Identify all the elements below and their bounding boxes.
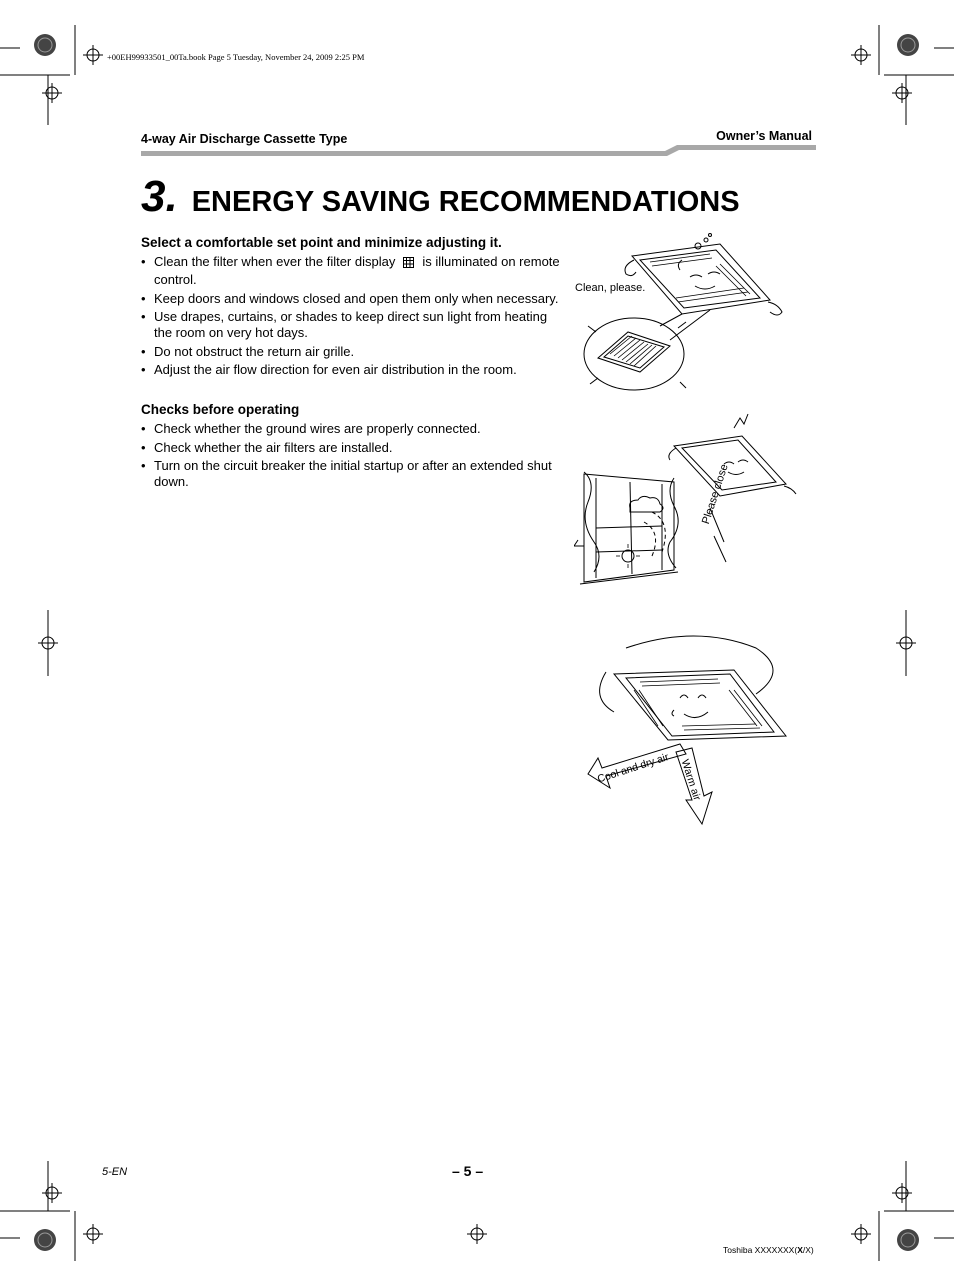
air-flow-illustration [584, 628, 790, 828]
list-item: • Check whether the air filters are installed. [141, 440, 561, 456]
close-window-illustration [574, 412, 804, 594]
clean-filter-illustration [570, 232, 800, 394]
clean-please-label: Clean, please. [575, 282, 646, 294]
page-code: 5-EN [102, 1166, 128, 1178]
header-product-type: 4-way Air Discharge Cassette Type [141, 132, 348, 146]
warm-air-label: Warm air [678, 758, 704, 802]
please-close-label: Please close [700, 462, 731, 526]
section-heading-set-point: Select a comfortable set point and minimize adjusting it. [141, 235, 502, 250]
chapter-number: 3. [141, 172, 178, 221]
chapter-heading: ENERGY SAVING RECOMMENDATIONS [191, 186, 740, 218]
list-item: • Use drapes, curtains, or shades to keep direct sun light from heating the room on very hot days. [141, 309, 561, 341]
list-item: • Keep doors and windows closed and open them only when necessary. [141, 291, 561, 307]
print-info-line: +00EH99933501_00Ta.book Page 5 Tuesday, November 24, 2009 2:25 PM [107, 52, 365, 62]
list-item: • Check whether the ground wires are properly connected. [141, 421, 561, 437]
chapter-title [141, 172, 740, 222]
list-item: • Do not obstruct the return air grille. [141, 344, 561, 360]
section-heading-checks: Checks before operating [141, 402, 300, 417]
page-number: – 5 – [452, 1163, 484, 1179]
document-code: Toshiba XXXXXXX(X/X) [723, 1245, 814, 1255]
set-point-bullet-list [141, 254, 561, 381]
header-manual-title: Owner’s Manual [716, 129, 812, 143]
list-item: • Clean the filter when ever the filter display is illuminated on remote control. [141, 254, 561, 288]
cool-and-dry-air-label: Cool and dry air [596, 751, 671, 786]
filter-display-icon [403, 256, 414, 272]
list-item: • Turn on the circuit breaker the initial startup or after an extended shut down. [141, 458, 561, 490]
checks-bullet-list [141, 421, 561, 493]
list-item: • Adjust the air flow direction for even air distribution in the room. [141, 362, 561, 378]
